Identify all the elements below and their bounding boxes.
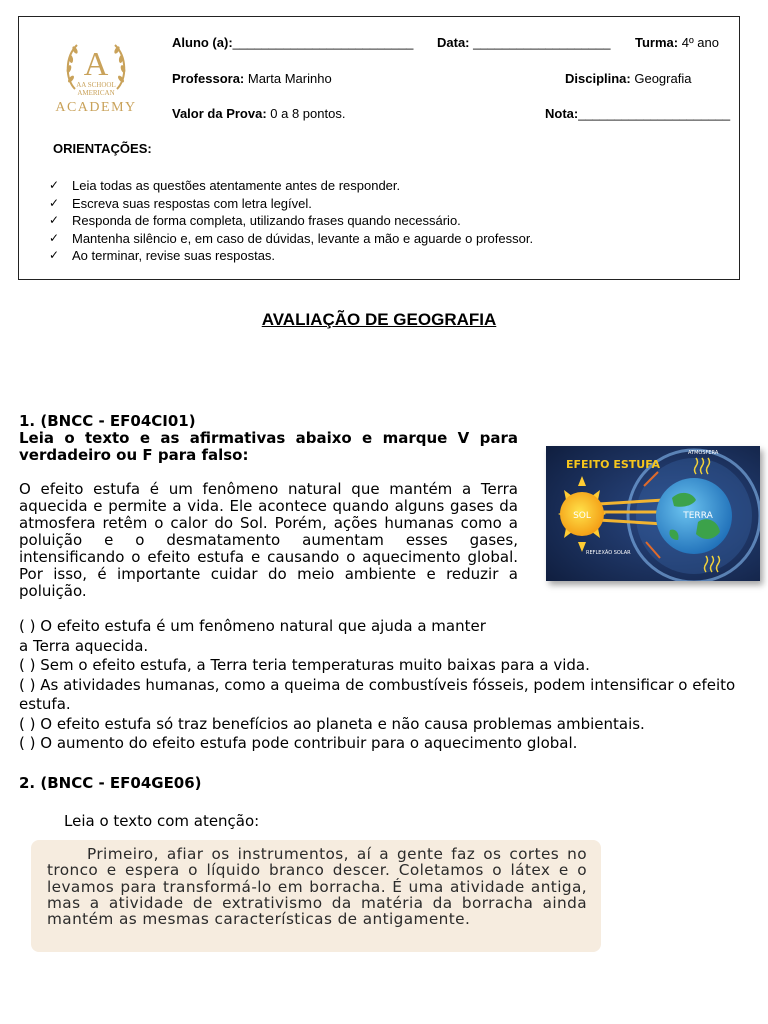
school-logo <box>41 27 151 131</box>
atmosphere-label: ATMOSFERA <box>688 450 719 456</box>
teacher-value: Marta Marinho <box>244 71 332 86</box>
greenhouse-effect-graphic <box>546 446 760 581</box>
exam-header <box>18 16 740 280</box>
statement-item: ( ) O aumento do efeito estufa pode contribuir para o aquecimento global. <box>19 734 578 752</box>
date-label: Data: <box>437 35 470 50</box>
subject-label: Disciplina: <box>565 71 631 86</box>
orientation-item <box>49 195 533 213</box>
check-icon: ✓ <box>49 195 60 210</box>
orientation-item <box>49 212 533 230</box>
logo-small-text: AA SCHOOL <box>76 81 116 89</box>
score-value-label: Valor da Prova: <box>172 106 267 121</box>
class-field <box>635 35 719 51</box>
check-icon: ✓ <box>49 230 60 245</box>
logo-sub-text: AMERICAN <box>77 89 115 97</box>
statement-item: a Terra aquecida. <box>19 636 149 655</box>
question-2-number: 2. (BNCC - EF04GE06) <box>19 774 202 792</box>
score-value-text: 0 a 8 pontos. <box>266 106 346 121</box>
orientation-text: Escreva suas respostas com letra legível. <box>72 195 312 211</box>
teacher-field <box>172 71 332 87</box>
teacher-label: Professora: <box>172 71 245 86</box>
greenhouse-effect-illustration <box>546 446 760 581</box>
school-logo-graphic <box>41 27 151 131</box>
statement-item: ( ) Sem o efeito estufa, a Terra teria temperaturas muito baixas para a vida. <box>19 656 590 674</box>
reflection-label: REFLEXÃO SOLAR <box>586 550 631 556</box>
illustration-title: EFEITO ESTUFA <box>566 458 660 471</box>
statement-item: ( ) O efeito estufa só traz benefícios ao planeta e não causa problemas ambientais. <box>19 714 645 733</box>
subject-value: Geografia <box>630 71 692 86</box>
date-field <box>437 35 611 51</box>
date-line: ___________________ <box>469 35 611 50</box>
student-line: _________________________ <box>232 35 414 50</box>
question-1-statements <box>19 617 739 754</box>
orientation-item <box>49 230 533 248</box>
orientations-list <box>49 177 533 265</box>
grade-label: Nota: <box>545 106 579 121</box>
orientation-item <box>49 247 533 265</box>
logo-name: ACADEMY <box>55 100 137 115</box>
sun-label: SOL <box>573 511 591 521</box>
orientation-text: Leia todas as questões atentamente antes de responder. <box>72 178 401 193</box>
student-field <box>172 35 413 51</box>
grade-field <box>545 106 730 122</box>
check-icon: ✓ <box>49 213 60 228</box>
question-1-text: O efeito estufa é um fenômeno natural que mantém a Terra aquecida e permite a vida. Ele acontece quando alguns gases da atmosfera retêm o calor do Sol. Porém, ações humanas como a poluição e o desmatamento aumentam esses gases, intensificando o efeito estufa e causando o aquecimento global. Por isso, é importante cuidar do meio ambiente e reduzir a poluição. <box>19 480 518 600</box>
check-icon: ✓ <box>49 178 60 192</box>
earth-label: TERRA <box>683 511 713 521</box>
score-value-field <box>172 106 345 122</box>
exam-title: AVALIAÇÃO DE GEOGRAFIA <box>261 310 497 329</box>
orientation-text: Ao terminar, revise suas respostas. <box>72 248 276 264</box>
orientation-text: Responda de forma completa, utilizando frases quando necessário. <box>72 213 461 229</box>
question-1-number: 1. (BNCC - EF04CI01) <box>19 412 196 430</box>
question-1-prompt: Leia o texto e as afirmativas abaixo e marque V para verdadeiro ou F para falso: <box>19 429 518 464</box>
statement-item: ( ) As atividades humanas, como a queima de combustíveis fósseis, podem intensificar o efeito estufa. <box>19 675 736 713</box>
student-label: Aluno (a): <box>172 35 233 50</box>
logo-letter: A <box>83 46 109 83</box>
question-2-instruction: Leia o texto com atenção: <box>64 812 260 830</box>
subject-field <box>565 71 691 87</box>
orientations-title: ORIENTAÇÕES: <box>53 141 152 156</box>
statement-item: ( ) O efeito estufa é um fenômeno natural que ajuda a manter <box>19 617 486 635</box>
check-icon: ✓ <box>49 248 60 263</box>
reading-passage-text: Primeiro, afiar os instrumentos, aí a gente faz os cortes no tronco e espera o líquido branco descer. Coletamos o látex e o levamos para transformá-lo em borracha. É uma atividade antiga, mas a atividade de extrativismo da matéria da borracha ainda mantém as mesmas características de antigamente. <box>47 845 587 929</box>
orientation-text: Mantenha silêncio e, em caso de dúvidas, levante a mão e aguarde o professor. <box>72 230 534 246</box>
grade-line: _____________________ <box>578 106 731 121</box>
class-value: 4º ano <box>678 35 720 50</box>
class-label: Turma: <box>635 35 679 50</box>
orientation-item <box>49 177 533 195</box>
reading-passage-box <box>31 840 601 952</box>
